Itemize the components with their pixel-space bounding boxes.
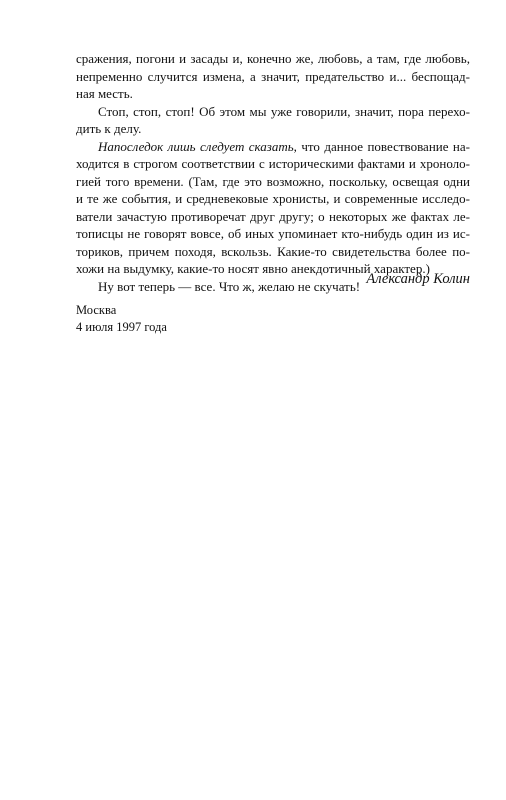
text-line-rest: что данное повествование на- [296,138,470,154]
date: 4 июля 1997 года [76,320,167,334]
text-line: гией того времени. (Там, где это возможно, поскольку, освещая одни [76,173,470,189]
text-line: хожи на выдумку, какие-то носят явно анекдотичный характер.) [76,261,430,276]
text-line: Ну вот теперь — все. Что ж, желаю не скучать! [98,278,361,294]
text-line: Стоп, стоп, стоп! Об этом мы уже говорили, значит, пора перехо- [98,103,470,119]
text-line: ходится в строгом соответствии с историческими фактами и хроноло- [76,156,470,171]
text-line: ная месть. [76,86,133,101]
text-line: ватели зачастую противоречат друг другу; о некоторых же фактах ле- [76,208,470,224]
text-line: ториков, причем походя, вскользь. Какие-то свидетельства более по- [76,243,470,259]
text-line-with-italic-lead [76,138,470,156]
place-and-date [76,302,167,336]
italic-lead: Напоследок лишь следует сказать, [98,138,297,154]
text-line: и те же события, и средневековые хронисты, и современные исследо- [76,191,470,206]
text-line: дить к делу. [76,121,142,136]
place: Москва [76,303,117,317]
text-line: непременно случится измена, а значит, предательство и... беспощад- [76,68,470,84]
text-line: сражения, погони и засады и, конечно же, любовь, а там, где любовь, [76,51,470,66]
text-line: тописцы не говорят вовсе, об иных упоминает кто-нибудь один из ис- [76,226,470,241]
body-text [76,50,470,295]
author-signature: Александр Колин [366,271,470,287]
